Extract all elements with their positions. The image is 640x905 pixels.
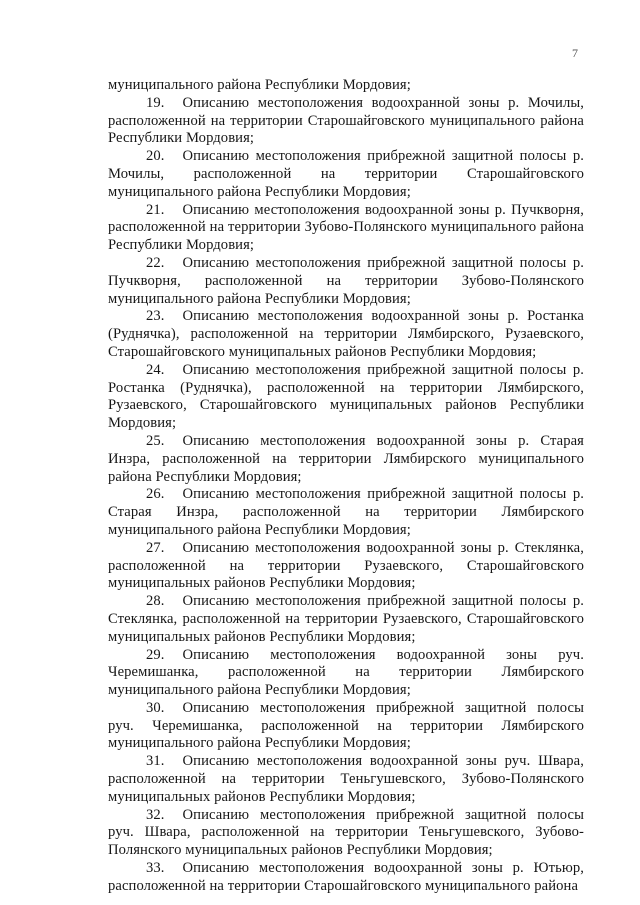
item-text: Описанию местоположения прибрежной защитной полосы р. Мочилы, расположенной на территории Старошайговского муниципального района Республики Мордовия; [108,148,584,200]
list-item [108,860,584,896]
item-text: Описанию местоположения прибрежной защитной полосы руч. Швара, расположенной на территории Теньгушевского, Зубово-Полянского муниципальных районов Республики Мордовия; [108,806,584,859]
item-number: 30. [146,699,165,716]
page-number: 7 [572,46,578,60]
list-item [108,433,584,486]
item-number: 32. [146,806,165,823]
item-number: 24. [146,361,165,378]
item-text: Описанию местоположения прибрежной защитной полосы р. Стеклянка, расположенной на территории Рузаевского, Старошайговского муниципальных районов Республики Мордовия; [108,593,584,645]
list-item [108,362,584,433]
document-body [108,77,584,896]
item-text: Описанию местоположения водоохранной зоны руч. Черемишанка, расположенной на территории Лямбирского муниципального района Республики Мордовия; [108,646,584,699]
item-number: 22. [146,254,165,271]
list-item [108,647,584,700]
item-text: Описанию местоположения водоохранной зоны р. Мочилы, расположенной на территории Старошайговского муниципального района Республики Мордовия; [108,94,584,147]
item-text: Описанию местоположения водоохранной зоны р. Пучкворня, расположенной на территории Зубово-Полянского муниципального района Республики Мордовия; [108,201,584,254]
item-number: 21. [146,201,165,218]
list-item [108,593,584,646]
continued-paragraph: муниципального района Республики Мордовия; [108,77,411,93]
item-number: 19. [146,94,165,111]
item-number: 20. [146,148,165,165]
item-number: 27. [146,539,165,556]
list-item [108,700,584,753]
item-text: Описанию местоположения прибрежной защитной полосы р. Ростанка (Руднячка), расположенной на территории Лямбирского, Рузаевского, Старошайговского муниципальных районов Республики Мордовия; [108,361,584,432]
item-number: 28. [146,593,165,610]
list-item [108,255,584,308]
item-text: Описанию местоположения прибрежной защитной полосы руч. Черемишанка, расположенной на территории Лямбирского муниципального района Республики Мордовия; [108,699,584,752]
list-item [108,202,584,255]
item-text: Описанию местоположения прибрежной защитной полосы р. Старая Инзра, расположенной на территории Лямбирского муниципального района Республики Мордовия; [108,486,584,538]
list-item [108,753,584,806]
item-number: 33. [146,860,165,877]
list-item [108,540,584,593]
list-item [108,486,584,539]
list-item [108,148,584,201]
item-text: Описанию местоположения водоохранной зоны р. Старая Инзра, расположенной на территории Лямбирского муниципального района Республики Мордовия; [108,432,584,485]
item-number: 29. [146,646,165,663]
item-text: Описанию местоположения водоохранной зоны руч. Швара, расположенной на территории Теньгушевского, Зубово-Полянского муниципальных районов Республики Мордовия; [108,753,584,805]
item-number: 23. [146,308,165,325]
item-text: Описанию местоположения водоохранной зоны р. Ростанка (Руднячка), расположенной на территории Лямбирского, Рузаевского, Старошайговского муниципальных районов Республики Мордовия; [108,308,584,360]
item-number: 31. [146,753,165,770]
list-item [108,95,584,148]
list-item [108,807,584,860]
list-item [108,308,584,361]
item-text: Описанию местоположения прибрежной защитной полосы р. Пучкворня, расположенной на территории Зубово-Полянского муниципального района Республики Мордовия; [108,254,584,307]
item-text: Описанию местоположения водоохранной зоны р. Ютьюр, расположенной на территории Старошайговского муниципального района [108,860,584,894]
item-number: 25. [146,432,165,449]
item-number: 26. [146,486,165,503]
item-text: Описанию местоположения водоохранной зоны р. Стеклянка, расположенной на территории Рузаевского, Старошайговского муниципальных районов Республики Мордовия; [108,539,584,592]
